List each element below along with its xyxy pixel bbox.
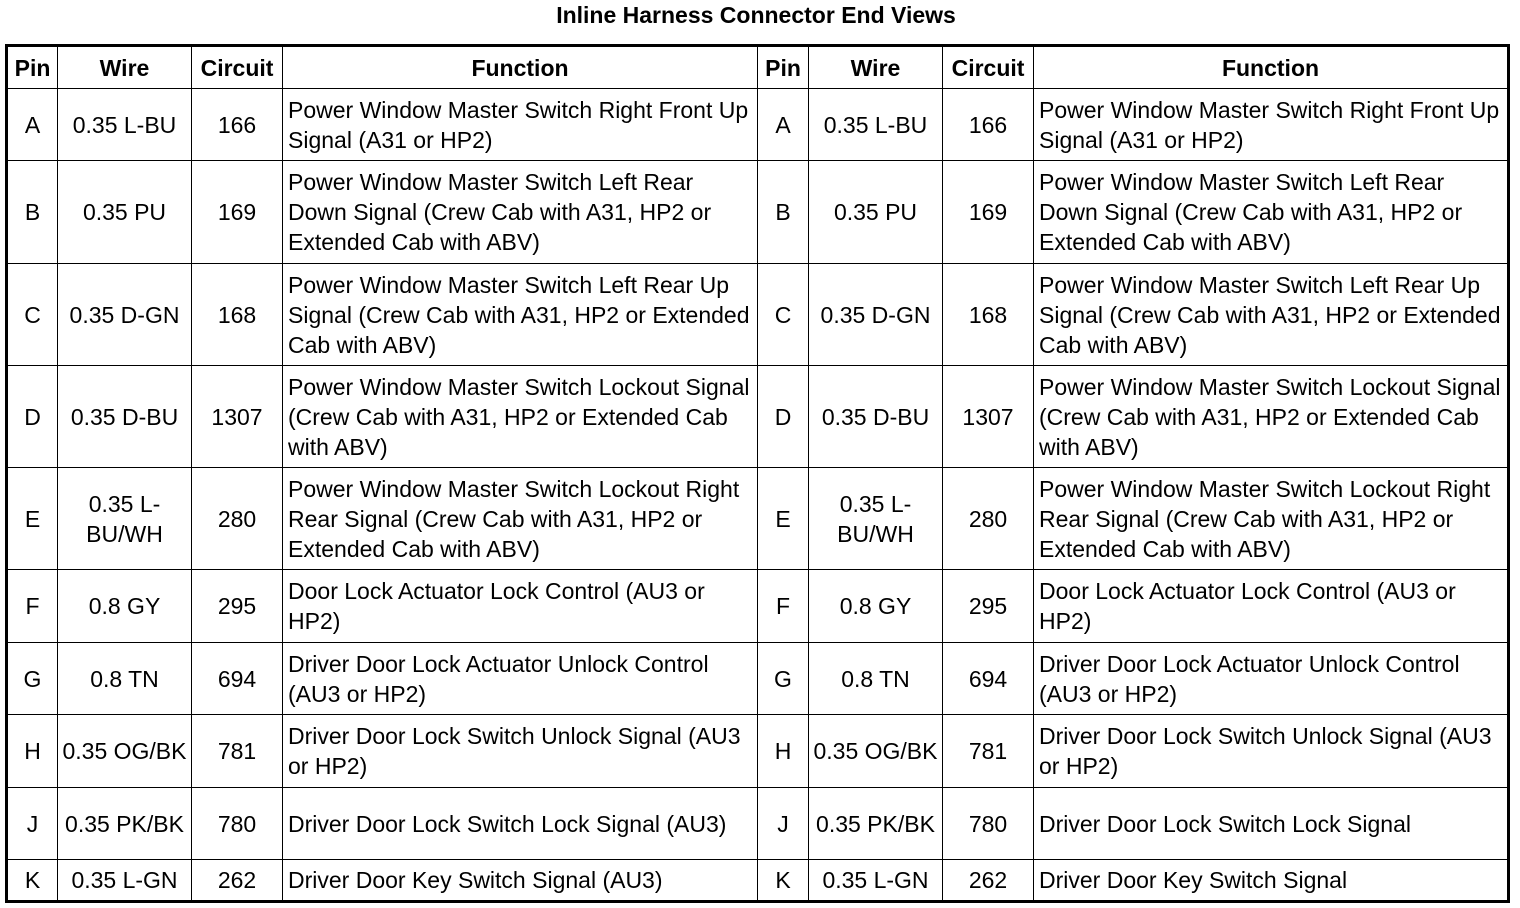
function-cell: Power Window Master Switch Lockout Signal (Crew Cab with A31, HP2 or Extended Cab with ABV) [1034,366,1509,468]
wire-cell: 0.35 L-BU/WH [809,468,943,570]
wire-cell: 0.35 D-BU [58,366,192,468]
circuit-cell: 1307 [943,366,1034,468]
pin-cell: K [758,860,809,902]
wire-cell: 0.35 PK/BK [58,788,192,860]
circuit-cell: 295 [943,570,1034,643]
table-row [7,643,1509,715]
header-row [7,46,1509,89]
table-row [7,89,1509,161]
pin-cell: J [7,788,58,860]
wire-cell: 0.35 PU [58,161,192,264]
header-wire: Wire [58,46,192,89]
pin-cell: H [758,715,809,788]
wire-cell: 0.35 OG/BK [809,715,943,788]
function-cell: Driver Door Key Switch Signal (AU3) [283,860,758,902]
function-cell: Power Window Master Switch Right Front Up Signal (A31 or HP2) [1034,89,1509,161]
circuit-cell: 169 [192,161,283,264]
header-circuit: Circuit [192,46,283,89]
pin-cell: F [7,570,58,643]
function-cell: Power Window Master Switch Lockout Right Rear Signal (Crew Cab with A31, HP2 or Extended Cab with ABV) [1034,468,1509,570]
wire-cell: 0.35 PU [809,161,943,264]
wire-cell: 0.35 D-BU [809,366,943,468]
page-title: Inline Harness Connector End Views [556,2,956,28]
table-row [7,860,1509,902]
wire-cell: 0.8 TN [809,643,943,715]
table-body [7,89,1509,902]
pin-cell: H [7,715,58,788]
circuit-cell: 166 [192,89,283,161]
pin-cell: F [758,570,809,643]
pin-cell: C [7,264,58,366]
wire-cell: 0.8 GY [58,570,192,643]
pin-cell: B [7,161,58,264]
function-cell: Power Window Master Switch Lockout Signal (Crew Cab with A31, HP2 or Extended Cab with ABV) [283,366,758,468]
pin-cell: D [7,366,58,468]
circuit-cell: 262 [943,860,1034,902]
table-row [7,570,1509,643]
function-cell: Door Lock Actuator Lock Control (AU3 or HP2) [283,570,758,643]
function-cell: Driver Door Lock Actuator Unlock Control (AU3 or HP2) [1034,643,1509,715]
wire-cell: 0.35 OG/BK [58,715,192,788]
function-cell: Power Window Master Switch Left Rear Down Signal (Crew Cab with A31, HP2 or Extended Cab with ABV) [283,161,758,264]
circuit-cell: 166 [943,89,1034,161]
wire-cell: 0.8 GY [809,570,943,643]
function-cell: Power Window Master Switch Lockout Right Rear Signal (Crew Cab with A31, HP2 or Extended Cab with ABV) [283,468,758,570]
table-row [7,788,1509,860]
function-cell: Driver Door Lock Switch Lock Signal (AU3) [283,788,758,860]
circuit-cell: 168 [943,264,1034,366]
wire-cell: 0.35 L-BU/WH [58,468,192,570]
pin-cell: G [758,643,809,715]
function-cell: Driver Door Key Switch Signal [1034,860,1509,902]
function-cell: Driver Door Lock Switch Unlock Signal (AU3 or HP2) [1034,715,1509,788]
connector-pin-table [5,44,1510,903]
circuit-cell: 780 [943,788,1034,860]
pin-cell: G [7,643,58,715]
pin-cell: A [7,89,58,161]
wire-cell: 0.35 L-GN [809,860,943,902]
function-cell: Driver Door Lock Switch Unlock Signal (AU3 or HP2) [283,715,758,788]
function-cell: Driver Door Lock Switch Lock Signal [1034,788,1509,860]
header-function: Function [283,46,758,89]
wire-cell: 0.35 L-BU [809,89,943,161]
wire-cell: 0.35 L-BU [58,89,192,161]
pin-cell: C [758,264,809,366]
table-row [7,264,1509,366]
wire-cell: 0.35 D-GN [58,264,192,366]
pin-cell: B [758,161,809,264]
header-pin: Pin [7,46,58,89]
header-circuit: Circuit [943,46,1034,89]
wire-cell: 0.35 L-GN [58,860,192,902]
circuit-cell: 168 [192,264,283,366]
table-row [7,366,1509,468]
function-cell: Driver Door Lock Actuator Unlock Control (AU3 or HP2) [283,643,758,715]
circuit-cell: 694 [192,643,283,715]
function-cell: Power Window Master Switch Left Rear Up Signal (Crew Cab with A31, HP2 or Extended Cab with ABV) [1034,264,1509,366]
function-cell: Power Window Master Switch Right Front Up Signal (A31 or HP2) [283,89,758,161]
table-row [7,715,1509,788]
circuit-cell: 781 [192,715,283,788]
circuit-cell: 1307 [192,366,283,468]
function-cell: Power Window Master Switch Left Rear Down Signal (Crew Cab with A31, HP2 or Extended Cab with ABV) [1034,161,1509,264]
wire-cell: 0.8 TN [58,643,192,715]
pin-cell: E [7,468,58,570]
circuit-cell: 694 [943,643,1034,715]
table-row [7,468,1509,570]
header-function: Function [1034,46,1509,89]
function-cell: Power Window Master Switch Left Rear Up Signal (Crew Cab with A31, HP2 or Extended Cab with ABV) [283,264,758,366]
pin-cell: A [758,89,809,161]
circuit-cell: 780 [192,788,283,860]
pin-cell: E [758,468,809,570]
circuit-cell: 262 [192,860,283,902]
pin-cell: J [758,788,809,860]
circuit-cell: 781 [943,715,1034,788]
pin-cell: D [758,366,809,468]
function-cell: Door Lock Actuator Lock Control (AU3 or HP2) [1034,570,1509,643]
circuit-cell: 295 [192,570,283,643]
circuit-cell: 280 [192,468,283,570]
circuit-cell: 280 [943,468,1034,570]
table-header [7,46,1509,89]
header-wire: Wire [809,46,943,89]
table-row [7,161,1509,264]
wire-cell: 0.35 PK/BK [809,788,943,860]
pin-cell: K [7,860,58,902]
circuit-cell: 169 [943,161,1034,264]
header-pin: Pin [758,46,809,89]
wire-cell: 0.35 D-GN [809,264,943,366]
